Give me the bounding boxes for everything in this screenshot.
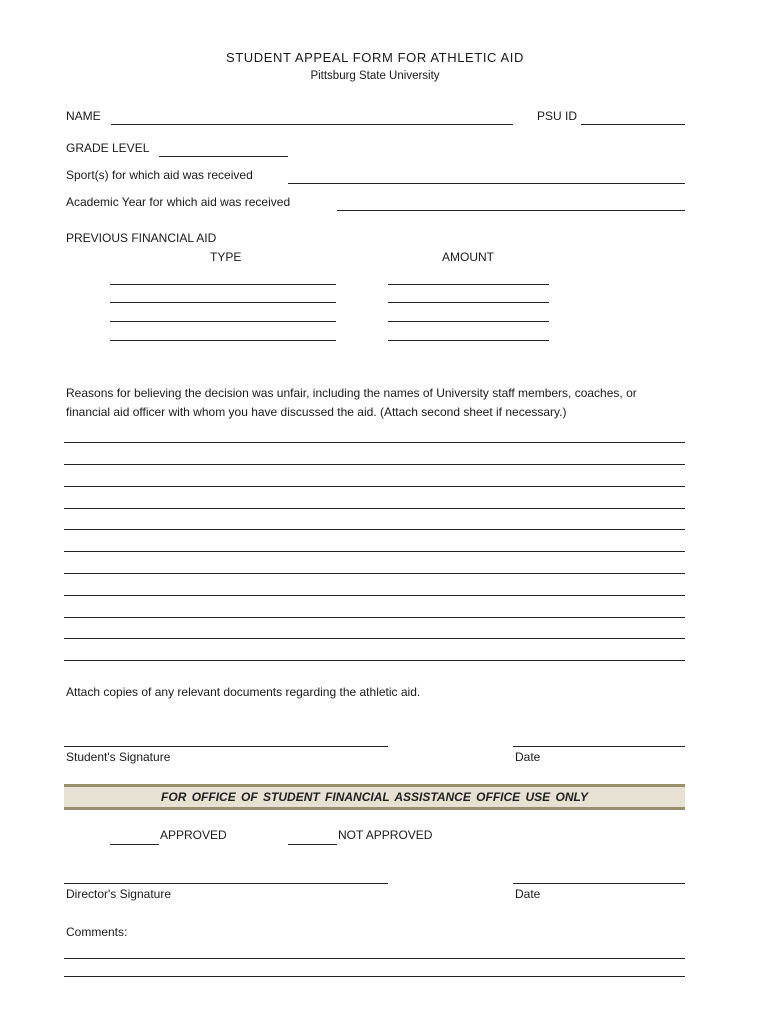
director-date-field[interactable] — [513, 883, 685, 884]
aid-type-field-3[interactable] — [110, 321, 336, 322]
reasons-line-8[interactable] — [64, 595, 685, 596]
student-date-field[interactable] — [513, 746, 685, 747]
grade-level-label: GRADE LEVEL — [66, 141, 150, 155]
aid-amount-field-3[interactable] — [388, 321, 549, 322]
comments-line-2[interactable] — [64, 976, 685, 977]
aid-type-field-2[interactable] — [110, 302, 336, 303]
reasons-line-5[interactable] — [64, 529, 685, 530]
not-approved-label: NOT APPROVED — [338, 828, 433, 842]
student-signature-label: Student's Signature — [66, 750, 171, 764]
psu-id-field[interactable] — [581, 124, 685, 125]
previous-financial-aid-heading: PREVIOUS FINANCIAL AID — [66, 231, 217, 245]
aid-amount-field-2[interactable] — [388, 302, 549, 303]
not-approved-field[interactable] — [288, 844, 337, 845]
office-use-banner — [64, 784, 685, 810]
director-signature-label: Director's Signature — [66, 887, 171, 901]
reasons-line-3[interactable] — [64, 486, 685, 487]
reasons-line-6[interactable] — [64, 551, 685, 552]
comments-label: Comments: — [66, 925, 128, 939]
reasons-line-7[interactable] — [64, 573, 685, 574]
approved-field[interactable] — [110, 844, 159, 845]
student-signature-field[interactable] — [64, 746, 388, 747]
office-use-banner-text: FOR OFFICE OF STUDENT FINANCIAL ASSISTANCE OFFICE USE ONLY — [161, 790, 588, 804]
sports-field[interactable] — [288, 183, 685, 184]
name-label: NAME — [66, 109, 101, 123]
reasons-line-1[interactable] — [64, 442, 685, 443]
type-column-header: TYPE — [210, 250, 242, 264]
reasons-line-10[interactable] — [64, 638, 685, 639]
reasons-instructions-line1: Reasons for believing the decision was unfair, including the names of University staff members, coaches, or — [66, 386, 637, 400]
aid-type-field-4[interactable] — [110, 340, 336, 341]
reasons-line-11[interactable] — [64, 660, 685, 661]
sports-label: Sport(s) for which aid was received — [66, 168, 253, 182]
reasons-instructions-line2: financial aid officer with whom you have discussed the aid. (Attach second sheet if necessary.) — [66, 405, 567, 419]
attach-documents-note: Attach copies of any relevant documents regarding the athletic aid. — [66, 685, 421, 699]
comments-line-1[interactable] — [64, 958, 685, 959]
university-name: Pittsburg State University — [310, 70, 440, 82]
academic-year-label: Academic Year for which aid was received — [66, 195, 291, 209]
name-field[interactable] — [111, 124, 513, 125]
reasons-line-9[interactable] — [64, 617, 685, 618]
reasons-line-4[interactable] — [64, 508, 685, 509]
aid-amount-field-4[interactable] — [388, 340, 549, 341]
aid-type-field-1[interactable] — [110, 284, 336, 285]
director-signature-field[interactable] — [64, 883, 388, 884]
aid-amount-field-1[interactable] — [388, 284, 549, 285]
form-title: STUDENT APPEAL FORM FOR ATHLETIC AID — [225, 50, 525, 65]
student-date-label: Date — [515, 750, 541, 764]
reasons-line-2[interactable] — [64, 464, 685, 465]
approved-label: APPROVED — [160, 828, 227, 842]
amount-column-header: AMOUNT — [442, 250, 494, 264]
director-date-label: Date — [515, 887, 541, 901]
academic-year-field[interactable] — [337, 210, 685, 211]
psu-id-label: PSU ID — [537, 109, 578, 123]
grade-level-field[interactable] — [159, 156, 288, 157]
